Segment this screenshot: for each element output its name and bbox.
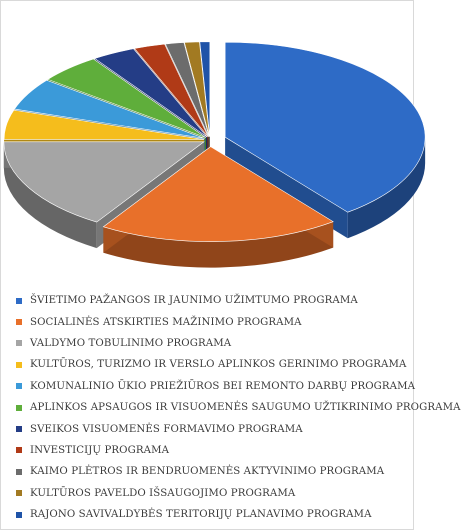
legend-item: [16, 354, 410, 375]
legend-item: [16, 290, 410, 311]
legend-item: [16, 461, 410, 482]
legend-item: [16, 333, 410, 354]
legend-label: KULTŪROS, TURIZMO IR VERSLO APLINKOS GERINIMO PROGRAMA: [30, 359, 407, 371]
legend-label: SOCIALINĖS ATSKIRTIES MAŽINIMO PROGRAMA: [30, 316, 302, 328]
legend-swatch: [16, 426, 22, 432]
legend-item: [16, 397, 461, 418]
legend-label: ŠVIETIMO PAŽANGOS IR JAUNIMO UŽIMTUMO PROGRAMA: [30, 295, 358, 307]
legend-item: [16, 440, 410, 461]
legend-swatch: [16, 340, 22, 346]
pie-chart: [0, 0, 414, 290]
legend-label: KOMUNALINIO ŪKIO PRIEŽIŪROS BEI REMONTO DARBŲ PROGRAMA: [30, 380, 416, 392]
chart-legend: [16, 290, 461, 525]
legend-label: SVEIKOS VISUOMENĖS FORMAVIMO PROGRAMA: [30, 423, 303, 435]
legend-label: INVESTICIJŲ PROGRAMA: [30, 444, 170, 456]
legend-label: APLINKOS APSAUGOS IR VISUOMENĖS SAUGUMO UŽTIKRINIMO PROGRAMA: [30, 402, 461, 414]
legend-swatch: [16, 319, 22, 325]
legend-item: [16, 504, 410, 525]
legend-label: KULTŪROS PAVELDO IŠSAUGOJIMO PROGRAMA: [30, 487, 296, 499]
legend-item: [16, 376, 416, 397]
legend-swatch: [16, 469, 22, 475]
legend-swatch: [16, 362, 22, 368]
legend-swatch: [16, 512, 22, 518]
legend-swatch: [16, 298, 22, 304]
legend-swatch: [16, 405, 22, 411]
legend-item: [16, 418, 410, 439]
legend-label: VALDYMO TOBULINIMO PROGRAMA: [30, 337, 232, 349]
legend-swatch: [16, 447, 22, 453]
legend-label: KAIMO PLĖTROS IR BENDRUOMENĖS AKTYVINIMO PROGRAMA: [30, 466, 385, 478]
legend-swatch: [16, 383, 22, 389]
legend-swatch: [16, 490, 22, 496]
legend-item: [16, 311, 410, 332]
legend-label: RAJONO SAVIVALDYBĖS TERITORIJŲ PLANAVIMO PROGRAMA: [30, 509, 372, 521]
legend-item: [16, 483, 410, 504]
